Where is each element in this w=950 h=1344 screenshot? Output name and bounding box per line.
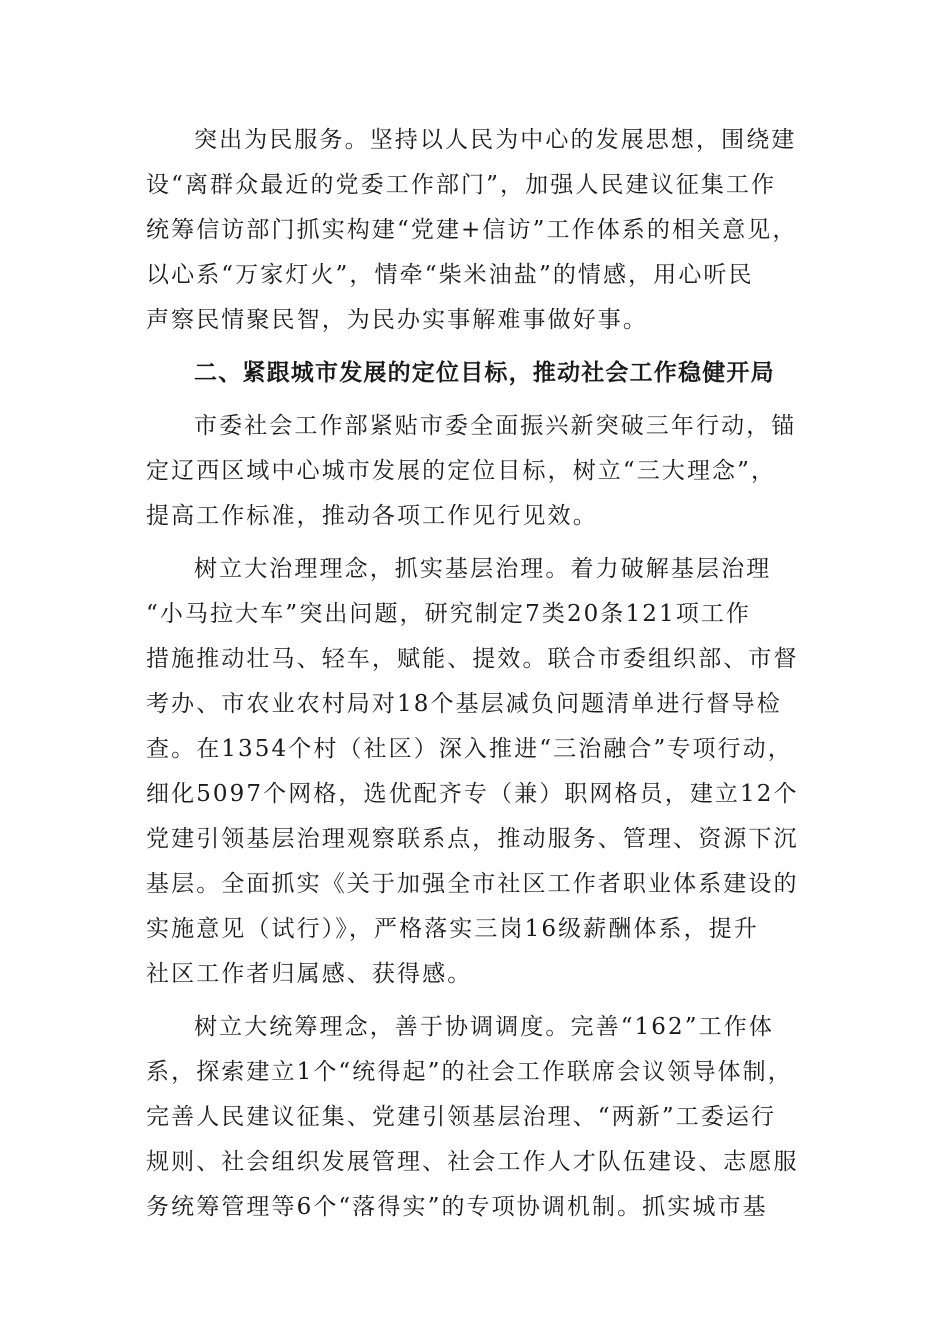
text-line: 务统筹管理等6个“落得实”的专项协调机制。抓实城市基 — [146, 1194, 768, 1220]
text-line: 以心系“万家灯火”，情牵“柴米油盐”的情感，用心听民 — [146, 262, 754, 288]
text-line: 声察民情聚民智，为民办实事解难事做好事。 — [146, 307, 648, 333]
text-line: 考办、市农业农村局对18个基层减负问题清单进行督导检 — [146, 691, 782, 717]
text-line: 树立大统筹理念，善于协调调度。完善“162”工作体 — [194, 1014, 774, 1040]
section-heading: 二、紧跟城市发展的定位目标，推动社会工作稳健开局 — [194, 360, 775, 386]
text-line: 措施推动壮马、轻车，赋能、提效。联合市委组织部、市督 — [146, 646, 799, 672]
text-line: 基层。全面抓实《关于加强全市社区工作者职业体系建设的 — [146, 871, 799, 897]
text-line: 统筹信访部门抓实构建“党建+信访”工作体系的相关意见， — [146, 217, 798, 243]
paragraph-coordination — [146, 1005, 826, 1230]
document-page — [146, 118, 826, 1238]
text-line: 提高工作标准，推动各项工作见行见效。 — [146, 503, 598, 529]
text-line: 党建引领基层治理观察联系点，推动服务、管理、资源下沉 — [146, 826, 799, 852]
text-line: 突出为民服务。坚持以人民为中心的发展思想，围绕建 — [194, 127, 797, 153]
paragraph-governance — [146, 547, 826, 997]
text-line: “小马拉大车”突出问题，研究制定7类20条121项工作 — [146, 601, 752, 627]
section-heading-two — [146, 351, 826, 396]
text-line: 社区工作者归属感、获得感。 — [146, 961, 473, 987]
text-line: 定辽西区域中心城市发展的定位目标，树立“三大理念”， — [146, 458, 777, 484]
text-line: 完善人民建议征集、党建引领基层治理、“两新”工委运行 — [146, 1104, 777, 1130]
text-line: 实施意见（试行）》，严格落实三岗16级薪酬体系，提升 — [146, 916, 759, 942]
text-line: 查。在1354个村（社区）深入推进“三治融合”专项行动， — [146, 736, 793, 762]
text-line: 树立大治理理念，抓实基层治理。着力破解基层治理 — [194, 556, 772, 582]
text-line: 市委社会工作部紧贴市委全面振兴新突破三年行动，锚 — [194, 413, 797, 439]
text-line: 系，探索建立1个“统得起”的社会工作联席会议领导体制， — [146, 1059, 793, 1085]
text-line: 细化5097个网格，选优配齐专（兼）职网格员，建立12个 — [146, 781, 799, 807]
text-line: 设“离群众最近的党委工作部门”，加强人民建议征集工作 — [146, 172, 777, 198]
paragraph-for-the-people — [146, 118, 826, 343]
text-line: 规则、社会组织发展管理、社会工作人才队伍建设、志愿服 — [146, 1149, 799, 1175]
paragraph-section-intro — [146, 404, 826, 539]
